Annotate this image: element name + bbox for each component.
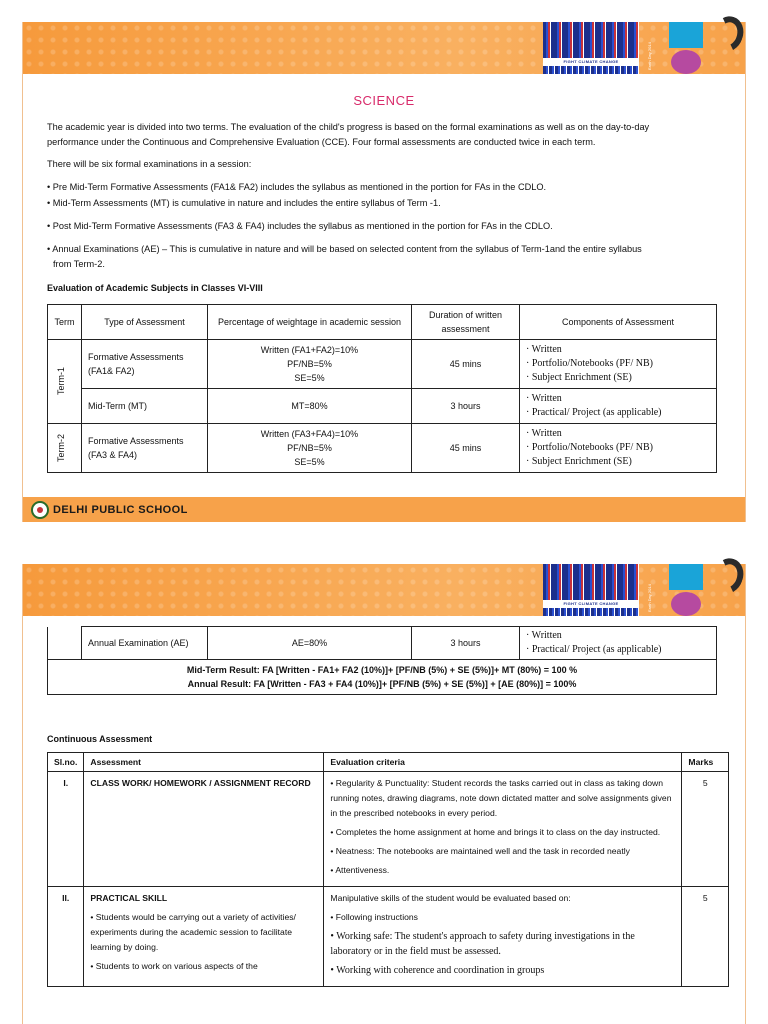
header-type: Type of Assessment [82,305,208,340]
result-cell [48,660,717,695]
evaluation-table [47,304,717,473]
bullet-item: • Mid-Term Assessments (MT) is cumulative in nature and includes the entire syllabus of Term -1. [47,198,441,208]
type-cell: Annual Examination (AE) [82,627,208,660]
table-header-row [48,753,729,772]
header-slno: Sl.no. [48,753,84,772]
header-assessment: Assessment [84,753,324,772]
components-cell [520,340,717,389]
intro-line-2: performance under the Continuous and Comprehensive Evaluation (CCE). Four formal assessments are conducted twice in each term. [47,137,596,147]
duration-cell: 3 hours [412,389,520,424]
flag-stripes [543,22,639,58]
duration-cell: 3 hours [412,627,520,660]
weight-line: PF/NB=5% [287,359,332,369]
table-header-row [48,305,717,340]
assessment-point: • Students to work on various aspects of the [90,961,258,971]
term-2-label: Term-2 [56,433,66,462]
criteria-cell [324,772,682,887]
earth-day-label: Earth Day 2014 [647,42,652,70]
term-1-cell [48,340,82,424]
page-title: SCIENCE [353,93,415,108]
component-item: · Subject Enrichment (SE) [526,372,632,383]
intro-paragraph [47,120,727,150]
criteria-item: • Working with coherence and coordination in groups [330,965,545,976]
purple-circle-icon [671,592,701,616]
weightage-cell: MT=80% [208,389,412,424]
criteria-cell [324,887,682,987]
header-term: Term [48,305,82,340]
criteria-item: • Following instructions [330,912,418,922]
page-1 [22,22,746,522]
arc-icon [708,554,749,598]
criteria-item: • Attentiveness. [330,865,390,875]
purple-circle-icon [671,50,701,74]
result-row [48,660,717,695]
header-duration: Duration of written assessment [412,305,520,340]
bullet-item: • Pre Mid-Term Formative Assessments (FA1& FA2) includes the syllabus as mentioned in the portion for FAs in the CDLO. [47,182,547,192]
bullet-item: • Annual Examinations (AE) – This is cumulative in nature and will be based on selected content from the syllabus of Term-1and the entire syllabus [47,244,642,254]
components-cell [520,389,717,424]
header-banner [23,564,745,616]
earth-day-label: Earth Day 2014 [647,584,652,612]
six-exams-text: There will be six formal examinations in a session: [47,159,252,169]
mid-term-result: Mid-Term Result: FA [Written - FA1+ FA2 (10%)]+ [PF/NB (5%) + SE (5%)]+ MT (80%) = 100 % [186,665,578,675]
component-item: · Portfolio/Notebooks (PF/ NB) [526,442,653,453]
table-row [48,627,717,660]
component-item: · Written [526,630,562,641]
header-components: Components of Assessment [520,305,717,340]
component-item: · Written [526,344,562,355]
weight-line: Written (FA1+FA2)=10% [260,345,359,355]
type-cell: Mid-Term (MT) [82,389,208,424]
component-item: · Subject Enrichment (SE) [526,456,632,467]
weightage-cell [208,340,412,389]
component-item: · Written [526,428,562,439]
component-item: · Practical/ Project (as applicable) [526,407,662,418]
weight-line: SE=5% [294,457,325,467]
type-cell: Formative Assessments (FA3 & FA4) [82,424,208,473]
flag-stripes-bottom [543,66,639,74]
fight-climate-change-label: FIGHT CLIMATE CHANGE [543,600,639,608]
header-weightage: Percentage of weightage in academic session [208,305,412,340]
components-cell [520,627,717,660]
criteria-item: • Neatness: The notebooks are maintained well and the task in recorded neatly [330,846,630,856]
page-2 [22,564,746,1024]
weight-line: SE=5% [294,373,325,383]
bullet-item-continued: from Term-2. [53,259,105,269]
marks-cell: 5 [682,887,729,987]
evaluation-heading: Evaluation of Academic Subjects in Classes VI-VIII [47,283,263,293]
component-item: · Written [526,393,562,404]
component-item: · Practical/ Project (as applicable) [526,644,662,655]
weightage-cell [208,424,412,473]
evaluation-table-continued [47,626,717,695]
type-cell: Formative Assessments (FA1& FA2) [82,340,208,389]
criteria-item: • Working safe: The student's approach to safety during investigations in the laboratory or in the field must be assessed. [330,931,635,957]
weight-line: Written (FA3+FA4)=10% [260,429,359,439]
criteria-item: • Regularity & Punctuality: Student records the tasks carried out in class as taking down running notes, drawing diagrams, note down dictated matter and solve assignments given in the prescribed notebooks in every period. [330,778,672,818]
criteria-item: • Completes the home assignment at home and brings it to class on the day instructed. [330,827,661,837]
blue-square-icon [669,564,703,590]
slno-cell: I. [48,772,84,887]
continuous-assessment-table [47,752,729,987]
assessment-cell: CLASS WORK/ HOMEWORK / ASSIGNMENT RECORD [84,772,324,887]
marks-cell: 5 [682,772,729,887]
intro-line-1: The academic year is divided into two terms. The evaluation of the child's progress is based on the formal examinations as well as on the day-to-day [47,122,650,132]
annual-result: Annual Result: FA [Written - FA3 + FA4 (10%)]+ [PF/NB (5%) + SE (5%)] + [AE (80%)] = 100% [187,679,577,689]
flag-stripes [543,564,639,600]
term-1-label: Term-1 [56,367,66,396]
table-row [48,772,729,887]
school-logo-icon [31,501,49,519]
duration-cell: 45 mins [412,424,520,473]
flag-stripes-bottom [543,608,639,616]
bullet-item: • Post Mid-Term Formative Assessments (FA3 & FA4) includes the syllabus as mentioned in the portion for FAs in the CDLO. [47,221,553,231]
term-2-cell [48,424,82,473]
term-cell-continued [48,627,82,660]
table-row [48,424,717,473]
header-banner [23,22,745,74]
header-marks: Marks [682,753,729,772]
header-criteria: Evaluation criteria [324,753,682,772]
table-row [48,389,717,424]
duration-cell: 45 mins [412,340,520,389]
components-cell [520,424,717,473]
footer-bar [23,497,745,522]
continuous-assessment-heading: Continuous Assessment [47,734,153,744]
blue-square-icon [669,22,703,48]
assessment-title: PRACTICAL SKILL [90,893,168,903]
slno-cell: II. [48,887,84,987]
arc-icon [708,12,749,56]
school-name: DELHI PUBLIC SCHOOL [53,503,188,516]
assessment-point: • Students would be carrying out a variety of activities/ experiments during the academic session to facilitate learning by doing. [90,912,296,952]
table-row [48,887,729,987]
component-item: · Portfolio/Notebooks (PF/ NB) [526,358,653,369]
table-row [48,340,717,389]
assessment-cell [84,887,324,987]
fight-climate-change-label: FIGHT CLIMATE CHANGE [543,58,639,66]
weightage-cell: AE=80% [208,627,412,660]
weight-line: PF/NB=5% [287,443,332,453]
criteria-intro: Manipulative skills of the student would be evaluated based on: [330,893,571,903]
